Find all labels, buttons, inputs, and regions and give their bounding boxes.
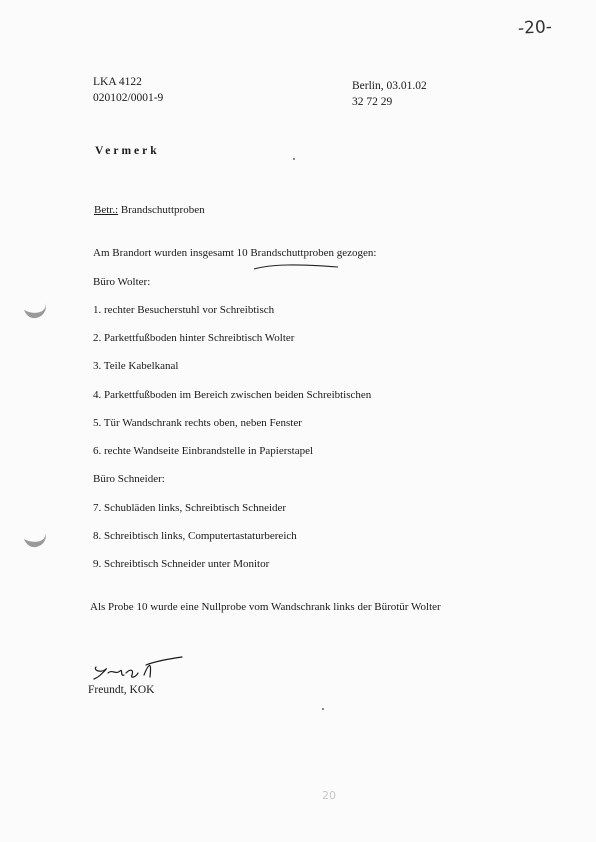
page-number: -20- [517, 17, 553, 39]
phone-extension: 32 72 29 [352, 96, 393, 108]
list-item: 9. Schreibtisch Schneider unter Monitor [93, 558, 270, 570]
subject-prefix: Betr.: [94, 204, 119, 216]
list-item: 6. rechte Wandseite Einbrandstelle in Papierstapel [93, 445, 314, 457]
header-left [93, 74, 163, 106]
author-signature-line: Freundt, KOK [88, 684, 155, 696]
case-number: 020102/0001-9 [93, 92, 164, 104]
list-item: 5. Tür Wandschrank rechts oben, neben Fenster [93, 417, 302, 429]
list-item: 4. Parkettfußboden im Bereich zwischen beiden Schreibtischen [93, 389, 372, 401]
subject-text: Brandschuttproben [120, 204, 205, 216]
punch-hole-bottom [20, 527, 50, 549]
list-item: 7. Schubläden links, Schreibtisch Schneider [93, 502, 287, 514]
header-right [352, 78, 427, 110]
scan-speck [293, 158, 295, 160]
document-title: Vermerk [95, 145, 160, 157]
list-item: 1. rechter Besucherstuhl vor Schreibtisch [93, 304, 275, 316]
list-item: 2. Parkettfußboden hinter Schreibtisch Wolter [93, 332, 295, 344]
scan-speck [322, 708, 324, 710]
closing-paragraph: Als Probe 10 wurde eine Nullprobe vom Wandschrank links der Bürotür Wolter [90, 601, 441, 613]
file-reference: LKA 4122 [93, 76, 142, 88]
handwritten-underline [252, 262, 342, 272]
punch-hole-top [20, 298, 50, 320]
list-item: 3. Teile Kabelkanal [93, 360, 179, 372]
office-wolter-heading: Büro Wolter: [93, 276, 151, 288]
office-schneider-heading: Büro Schneider: [93, 473, 165, 485]
faint-scan-mark: 20 [322, 789, 336, 802]
list-item: 8. Schreibtisch links, Computertastaturbereich [93, 530, 297, 542]
subject-line [94, 204, 205, 216]
intro-line: Am Brandort wurden insgesamt 10 Brandschuttproben gezogen: [93, 247, 377, 259]
place-date: Berlin, 03.01.02 [352, 80, 427, 92]
